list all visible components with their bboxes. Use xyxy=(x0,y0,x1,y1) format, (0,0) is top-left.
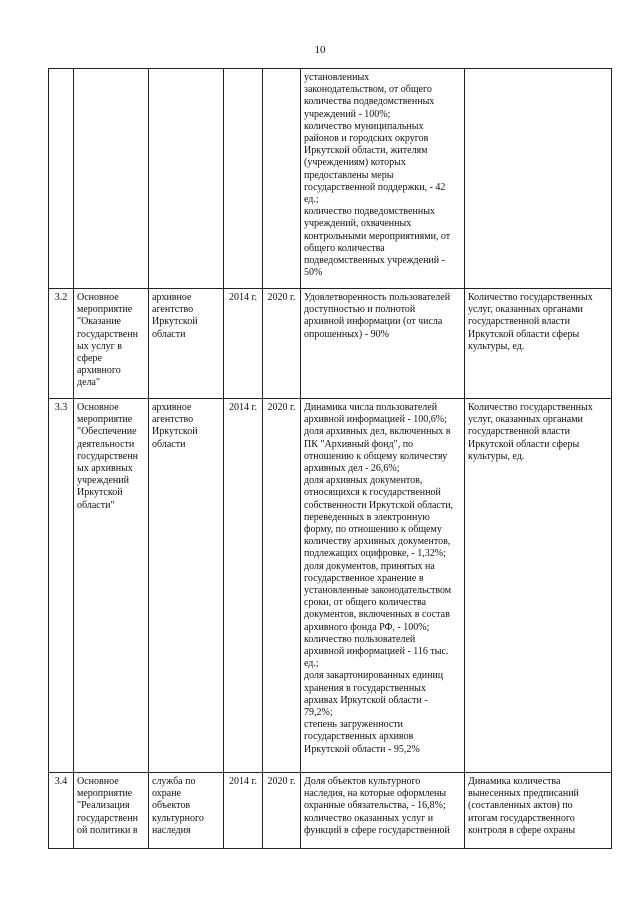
start-year-cell: 2014 г. xyxy=(224,399,263,773)
start-year-cell: 2014 г. xyxy=(224,773,263,849)
expected-results-cell: Доля объектов культурного наследия, на которые оформлены охранные обязательства, - 16,8%; количество оказанных услуг и функций в сфере государственной xyxy=(301,773,465,849)
indicators-cell: Динамика количества вынесенных предписаний (составленных актов) по итогам государственного контроля в сфере охраны xyxy=(465,773,612,849)
event-name-cell: Основное мероприятие "Оказание государственн ых услуг в сфере архивного дела" xyxy=(74,289,149,399)
executor-cell xyxy=(149,69,224,289)
expected-results-cell: установленных законодательством, от общего количества подведомственных учреждений - 100%; количество муниципальных районов и городских округов Иркутской области, жителям (учреждениям) которых предоставлены меры государственной поддержки, - 42 ед.; количество подведомственных учреждений, охваченных контрольными мероприятиями, от общего количества подведомственных учреждений - 50% xyxy=(301,69,465,289)
end-year-cell: 2020 г. xyxy=(263,773,301,849)
table-row xyxy=(49,773,612,849)
row-number-cell xyxy=(49,69,74,289)
executor-cell: архивное агентство Иркутской области xyxy=(149,289,224,399)
row-number-cell: 3.2 xyxy=(49,289,74,399)
event-name-cell: Основное мероприятие "Реализация государственн ой политики в xyxy=(74,773,149,849)
table-row xyxy=(49,399,612,773)
event-name-cell xyxy=(74,69,149,289)
table-row xyxy=(49,289,612,399)
row-number-cell: 3.3 xyxy=(49,399,74,773)
program-events-table xyxy=(48,68,612,849)
expected-results-cell: Удовлетворенность пользователей доступностью и полнотой архивной информации (от числа опрошенных) - 90% xyxy=(301,289,465,399)
end-year-cell: 2020 г. xyxy=(263,289,301,399)
end-year-cell xyxy=(263,69,301,289)
expected-results-cell: Динамика числа пользователей архивной информацией - 100,6%; доля архивных дел, включенных в ПК "Архивный фонд", по отношению к общему количеству архивных дел - 26,6%; доля архивных документов, относящихся к государственной собственности Иркутской области, переведенных в электронную форму, по отношению к общему количеству архивных документов, подлежащих оцифровке, - 1,32%; доля документов, принятых на государственное хранение в установленные законодательством сроки, от общего количества документов, включенных в состав архивного фонда РФ, - 100%; количество пользователей архивной информацией - 116 тыс. ед.; доля закартонированных единиц хранения в государственных архивах Иркутской области - 79,2%; степень загруженности государственных архивов Иркутской области - 95,2% xyxy=(301,399,465,773)
indicators-cell: Количество государственных услуг, оказанных органами государственной власти Иркутской области сферы культуры, ед. xyxy=(465,289,612,399)
table-row xyxy=(49,69,612,289)
executor-cell: служба по охране объектов культурного наследия xyxy=(149,773,224,849)
indicators-cell: Количество государственных услуг, оказанных органами государственной власти Иркутской области сферы культуры, ед. xyxy=(465,399,612,773)
executor-cell: архивное агентство Иркутской области xyxy=(149,399,224,773)
event-name-cell: Основное мероприятие "Обеспечение деятельности государственн ых архивных учреждений Иркутской области" xyxy=(74,399,149,773)
indicators-cell xyxy=(465,69,612,289)
start-year-cell xyxy=(224,69,263,289)
page-number: 10 xyxy=(314,44,326,56)
row-number-cell: 3.4 xyxy=(49,773,74,849)
end-year-cell: 2020 г. xyxy=(263,399,301,773)
start-year-cell: 2014 г. xyxy=(224,289,263,399)
